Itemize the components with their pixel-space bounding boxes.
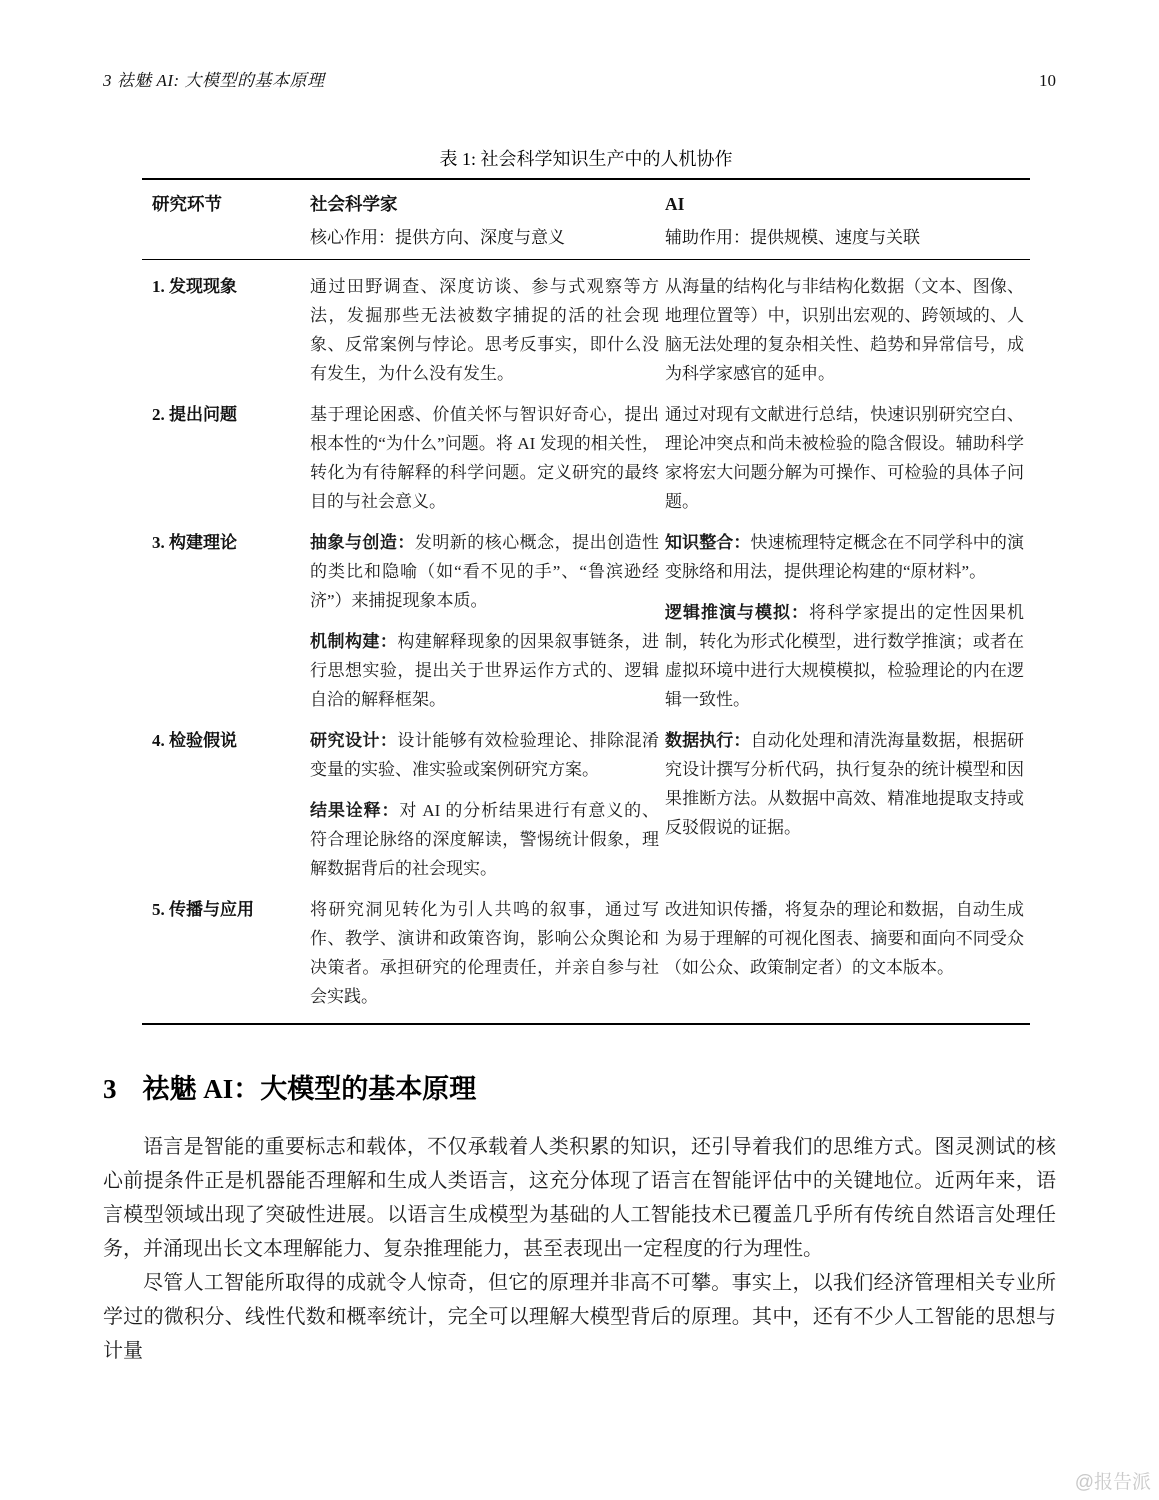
table-caption: 表 1: 社会科学知识生产中的人机协作 [439, 149, 733, 169]
cell-paragraph: 抽象与创造：发明新的核心概念，提出创造性的类比和隐喻（如“看不见的手”、“鲁滨逊经济”）来捕捉现象本质。 [310, 533, 660, 610]
cell-paragraph: 通过对现有文献进行总结，快速识别研究空白、理论冲突点和尚未被检验的隐含假设。辅助科学家将宏大问题分解为可操作、可检验的具体子问题。 [665, 405, 1024, 511]
body-text [103, 1130, 1056, 1368]
column-title: AI [665, 194, 685, 214]
scientist-cell [310, 528, 665, 714]
cell-paragraph-lead: 研究设计： [310, 731, 398, 750]
running-header [103, 66, 1056, 91]
ai-cell [665, 726, 1030, 883]
cell-paragraph: 机制构建：构建解释现象的因果叙事链条，进行思想实验，提出关于世界运作方式的、逻辑自洽的解释框架。 [310, 632, 660, 709]
scientist-cell [310, 895, 665, 1011]
section-heading [103, 1072, 1056, 1106]
ai-cell [665, 272, 1030, 388]
stage-cell: 2. 提出问题 [152, 405, 237, 424]
cell-paragraph: 将研究洞见转化为引人共鸣的叙事，通过写作、教学、演讲和政策咨询，影响公众舆论和决策者。承担研究的伦理责任，并亲自参与社会实践。 [310, 900, 659, 1006]
paragraph: 语言是智能的重要标志和载体，不仅承载着人类积累的知识，还引导着我们的思维方式。图灵测试的核心前提条件正是机器能否理解和生成人类语言，这充分体现了语言在智能评估中的关键地位。近两年来，语言模型领域出现了突破性进展。以语言生成模型为基础的人工智能技术已覆盖几乎所有传统自然语言处理任务，并涌现出长文本理解能力、复杂推理能力，甚至表现出一定程度的行为理性。 [103, 1136, 1056, 1260]
cell-paragraph-lead: 结果诠释： [310, 801, 400, 820]
page-number: 10 [1039, 71, 1056, 90]
stage-cell: 5. 传播与应用 [152, 900, 254, 919]
ai-cell [665, 895, 1030, 1011]
table-row [142, 388, 1030, 516]
cell-paragraph: 结果诠释：对 AI 的分析结果进行有意义的、符合理论脉络的深度解读，警惕统计假象，理解数据背后的社会现实。 [310, 801, 660, 878]
cell-paragraph-lead: 抽象与创造： [310, 533, 415, 552]
table-1 [142, 146, 1030, 1025]
column-title: 社会科学家 [310, 194, 398, 214]
cell-paragraph: 通过田野调查、深度访谈、参与式观察等方法，发掘那些无法被数字捕捉的活的社会现象、反常案例与悖论。思考反事实，即什么没有发生，为什么没有发生。 [310, 277, 659, 383]
header-cell-stage [142, 193, 310, 249]
stage-cell: 4. 检验假说 [152, 731, 237, 750]
section-number: 3 [103, 1074, 117, 1104]
table-header-row [142, 180, 1030, 259]
section-title: 祛魅 AI：大模型的基本原理 [142, 1074, 477, 1104]
cell-paragraph: 研究设计：设计能够有效检验理论、排除混淆变量的实验、准实验或案例研究方案。 [310, 731, 660, 779]
stage-cell: 3. 构建理论 [152, 533, 237, 552]
table-row [142, 714, 1030, 883]
cell-paragraph: 基于理论困惑、价值关怀与智识好奇心，提出根本性的“为什么”问题。将 AI 发现的相关性，转化为有待解释的科学问题。定义研究的最终目的与社会意义。 [310, 405, 659, 511]
column-title: 研究环节 [152, 194, 222, 214]
cell-paragraph-lead: 数据执行： [665, 731, 751, 750]
header-cell-ai [665, 193, 1030, 249]
cell-paragraph: 从海量的结构化与非结构化数据（文本、图像、地理位置等）中，识别出宏观的、跨领域的、人脑无法处理的复杂相关性、趋势和异常信号，成为科学家感官的延申。 [665, 277, 1024, 383]
column-subtitle: 核心作用：提供方向、深度与意义 [310, 228, 565, 247]
table-bottom-rule [142, 1023, 1030, 1025]
scientist-cell [310, 272, 665, 388]
running-header-title: 3 祛魅 AI: 大模型的基本原理 [103, 71, 325, 90]
table-row [142, 883, 1030, 1023]
scientist-cell [310, 400, 665, 516]
stage-cell: 1. 发现现象 [152, 277, 237, 296]
ai-cell [665, 400, 1030, 516]
table-row [142, 260, 1030, 388]
cell-paragraph-lead: 知识整合： [665, 533, 751, 552]
column-subtitle: 辅助作用：提供规模、速度与关联 [665, 228, 920, 247]
scientist-cell [310, 726, 665, 883]
table-body [142, 260, 1030, 1023]
paragraph: 尽管人工智能所取得的成就令人惊奇，但它的原理并非高不可攀。事实上，以我们经济管理相关专业所学过的微积分、线性代数和概率统计，完全可以理解大模型背后的原理。其中，还有不少人工智能的思想与计量 [103, 1272, 1056, 1362]
cell-paragraph: 数据执行：自动化处理和清洗海量数据，根据研究设计撰写分析代码，执行复杂的统计模型和因果推断方法。从数据中高效、精准地提取支持或反驳假说的证据。 [665, 731, 1024, 837]
cell-paragraph: 知识整合：快速梳理特定概念在不同学科中的演变脉络和用法，提供理论构建的“原材料”。 [665, 533, 1024, 581]
header-cell-scientist [310, 193, 665, 249]
watermark: @报告派 [1074, 1472, 1151, 1493]
cell-paragraph-lead: 机制构建： [310, 632, 398, 651]
ai-cell [665, 528, 1030, 714]
table-row [142, 516, 1030, 714]
cell-paragraph: 改进知识传播，将复杂的理论和数据，自动生成为易于理解的可视化图表、摘要和面向不同受众（如公众、政策制定者）的文本版本。 [665, 900, 1024, 977]
cell-paragraph-lead: 逻辑推演与模拟： [665, 603, 809, 622]
cell-paragraph: 逻辑推演与模拟：将科学家提出的定性因果机制，转化为形式化模型，进行数学推演；或者在虚拟环境中进行大规模模拟，检验理论的内在逻辑一致性。 [665, 603, 1024, 709]
